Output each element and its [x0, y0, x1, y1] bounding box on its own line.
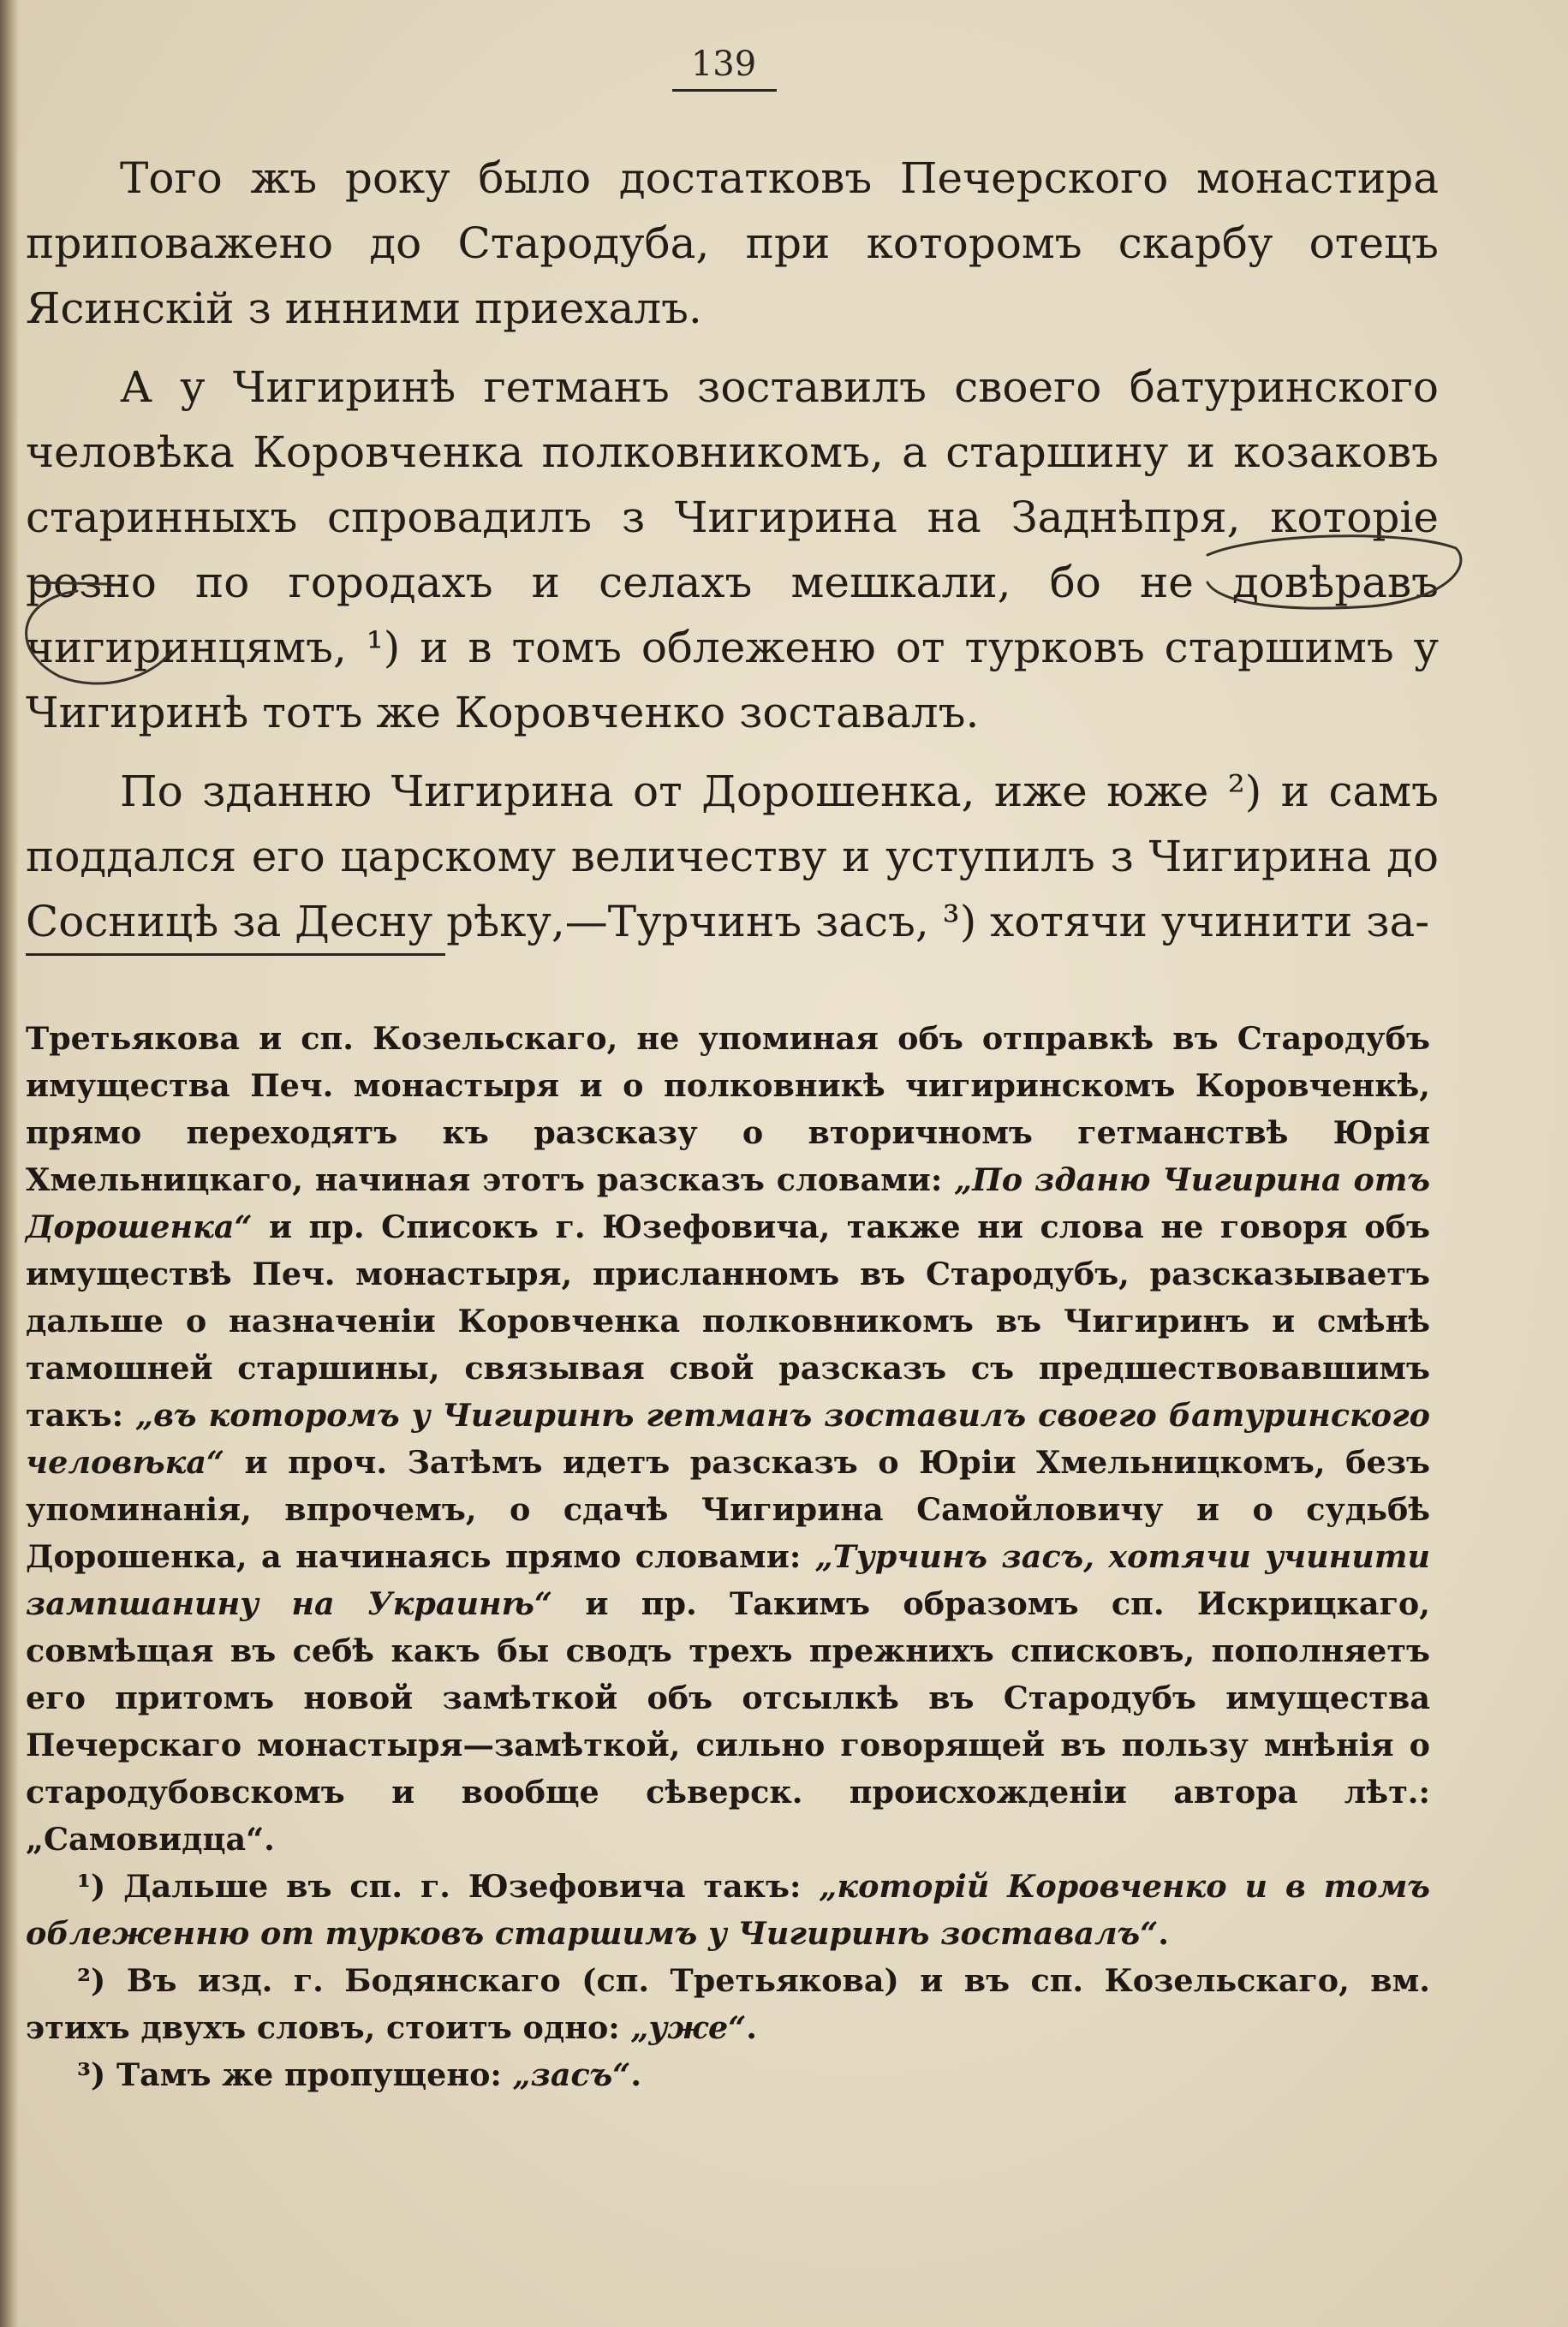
footnote-number: ²): [77, 1962, 106, 1999]
paragraph-2: А у Чигиринѣ гетманъ зоставилъ своего батуринского человѣка Коровченка полковникомъ, а старшину и козаковъ старинныхъ спровадилъ з Чигирина на Заднѣпря, которіе розно по городахъ и селахъ мешкали, бо не довѣравъ чигиринцямъ, ¹) и в томъ облеженю от турковъ старшимъ у Чигиринѣ тотъ же Коровченко зоставалъ.: [26, 362, 1439, 737]
footnote-number: ³): [77, 2056, 106, 2093]
footnote-text-segment: и пр. Такимъ образомъ сп. Искрицкаго, совмѣщая въ себѣ какъ бы сводъ трехъ прежнихъ списковъ, пополняетъ его притомъ новой замѣткой объ отсылкѣ въ Стародубъ имущества Печерскаго монастыря—замѣткой, сильно говорящей въ пользу мнѣнія о стародубовскомъ и вообще сѣверск. происхожденіи автора лѣт.: „Самовидца“.: [26, 1585, 1430, 1858]
footnote-text-segment: Въ изд. г. Бодянскаго (сп. Третьякова) и въ сп. Козельскаго, вм. этихъ двухъ словъ, стоитъ одно:: [26, 1962, 1430, 2046]
book-spine-shadow: [0, 0, 19, 2327]
footnote-quote: „въ которомъ у Чигиринѣ гетманъ зоставилъ своего батуринского человѣка“: [26, 1397, 1430, 1481]
footnote-continuation: [26, 1015, 1430, 1863]
footnote-1: [26, 1863, 1430, 1957]
page-number: 139: [690, 45, 757, 84]
page-number-underline: [672, 89, 777, 92]
paragraph-3: По зданню Чигирина от Дорошенка, иже юже ²) и самъ поддался его царскому величеству и уступилъ з Чигирина до Сосницѣ за Десну рѣку,—Турчинъ засъ, ³) хотячи учинити за-: [26, 767, 1439, 946]
footnote-number: ¹): [77, 1868, 106, 1905]
footnote-text-segment: Дальше въ сп. г. Юзефовича такъ:: [105, 1868, 820, 1905]
footnote-text-segment: Третьякова и сп. Козельскаго, не упоминая объ отправкѣ въ Стародубъ имущества Печ. монастыря и о полковникѣ чигиринскомъ Коровченкѣ, прямо переходятъ къ разсказу о вторичномъ гетманствѣ Юрія Хмельницкаго, начиная этотъ разсказъ словами:: [26, 1020, 1430, 1198]
footnote-text-segment: и пр. Списокъ г. Юзефовича, также ни слова не говоря объ имуществѣ Печ. монастыря, присланномъ въ Стародубъ, разсказываетъ дальше о назначеніи Коровченка полковникомъ въ Чигиринъ и смѣнѣ тамошней старшины, связывая свой разсказъ съ предшествовавшимъ такъ:: [26, 1208, 1430, 1434]
footnote-quote: „уже“: [630, 2009, 747, 2046]
paragraph-1: Того жъ року было достатковъ Печерского монастира приповажено до Стародуба, при которомъ скарбу отецъ Ясинскій з инними приехалъ.: [26, 153, 1439, 333]
footnote-quote: „По зданю Чигирина отъ Дорошенка“: [26, 1161, 1430, 1245]
footnote-text-segment: .: [630, 2056, 642, 2093]
footnote-text-segment: .: [746, 2009, 757, 2046]
footnote-3: [26, 2051, 1430, 2098]
main-text: [26, 146, 1439, 968]
footnote-text-segment: и проч. Затѣмъ идетъ разсказъ о Юріи Хмельницкомъ, безъ упоминанія, впрочемъ, о сдачѣ Чигирина Самойловичу и о судьбѣ Дорошенка, а начинаясь прямо словами:: [26, 1444, 1430, 1575]
footnote-text-segment: .: [1158, 1915, 1169, 1952]
footnotes: [26, 1015, 1430, 2098]
footnote-quote: „Турчинъ засъ, хотячи учинити зампшанину на Украинѣ“: [26, 1538, 1430, 1622]
footnote-text-segment: Тамъ же пропущено:: [105, 2056, 513, 2093]
footnote-quote: „которій Коровченко и в томъ облеженню от турковъ старшимъ у Чигиринѣ зоставалъ“: [26, 1868, 1430, 1952]
footnote-separator: [26, 953, 445, 956]
footnote-2: [26, 1957, 1430, 2051]
footnote-quote: „засъ“: [512, 2056, 631, 2093]
